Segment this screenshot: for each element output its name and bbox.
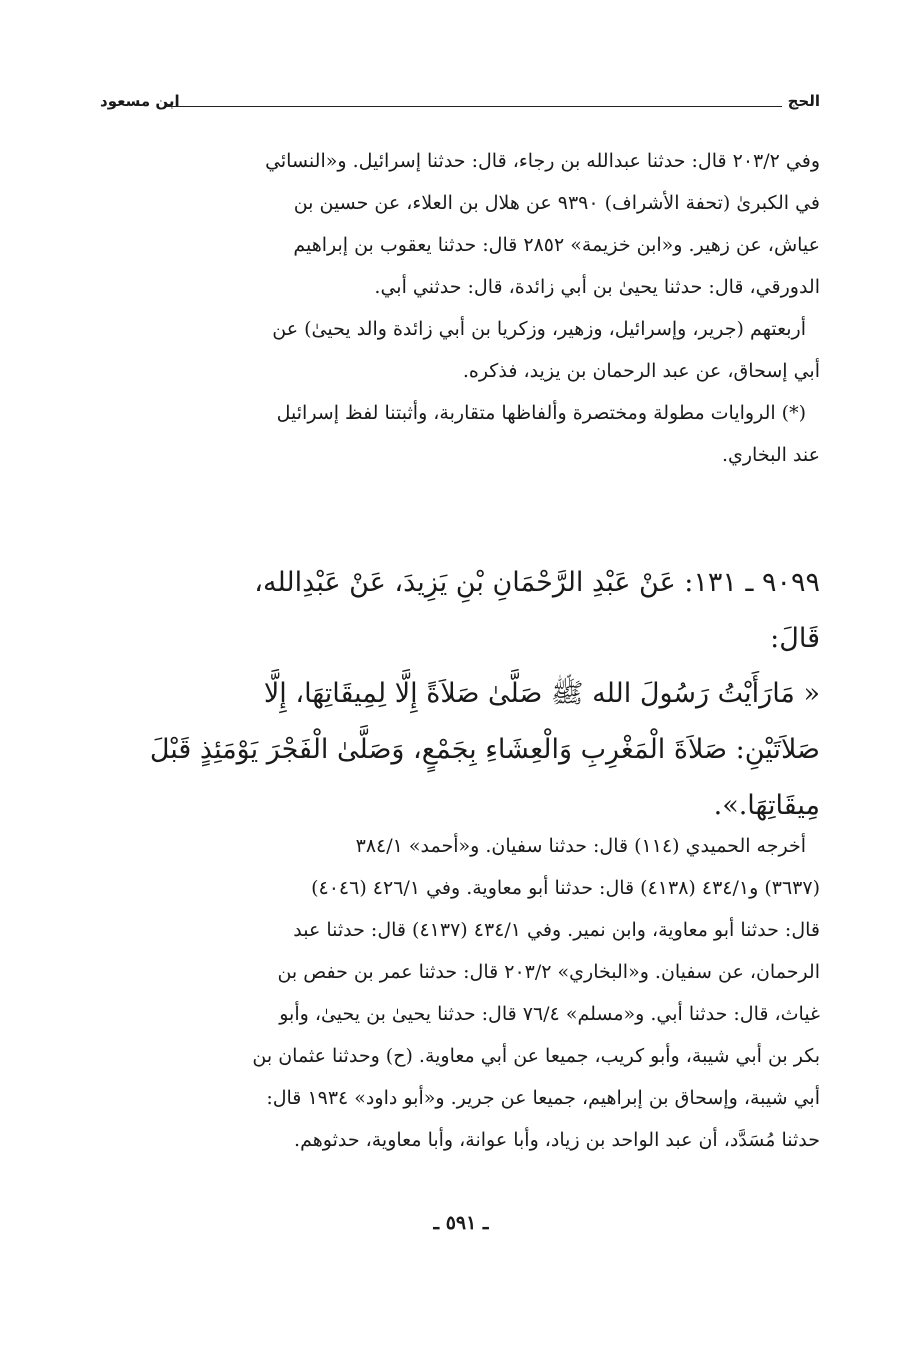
text-line: أبي شيبة، وإسحاق بن إبراهيم، جميعا عن جرير. و«أبو داود» ١٩٣٤ قال: xyxy=(266,1087,820,1109)
text-line: في الكبرىٰ (تحفة الأشراف) ٩٣٩٠ عن هلال بن العلاء، عن حسين بن xyxy=(293,192,820,214)
text-line: وفي ٢٠٣/٢ قال: حدثنا عبدالله بن رجاء، قال: حدثنا إسرائيل. و«النسائي xyxy=(265,150,820,172)
text-line: الدورقي، قال: حدثنا يحيىٰ بن أبي زائدة، قال: حدثني أبي. xyxy=(374,276,820,298)
text-line: أخرجه الحميدي (١١٤) قال: حدثنا سفيان. و«أحمد» ٣٨٤/١ xyxy=(355,835,806,857)
top-footnote-text xyxy=(100,140,820,476)
takhrij-text xyxy=(100,825,820,1161)
hadith-text-line: مِيقَاتِهَا.». xyxy=(713,790,820,821)
hadith-number-line: ٩٠٩٩ ـ ١٣١: عَنْ عَبْدِ الرَّحْمَانِ بْنِ يَزِيدَ، عَنْ عَبْدِالله، xyxy=(254,567,820,598)
text-line: أربعتهم (جرير، وإسرائيل، وزهير، وزكريا بن أبي زائدة والد يحيىٰ) عن xyxy=(272,318,806,340)
section-title: ابن مسعود xyxy=(100,92,180,110)
hadith-narrator-line: قَالَ: xyxy=(770,623,820,654)
text-line: عند البخاري. xyxy=(721,444,820,466)
text-line: قال: حدثنا أبو معاوية، وابن نمير. وفي ٤٣٤/١ (٤١٣٧) قال: حدثنا عبد xyxy=(293,919,820,941)
text-line: عياش، عن زهير. و«ابن خزيمة» ٢٨٥٢ قال: حدثنا يعقوب بن إبراهيم xyxy=(293,234,820,256)
text-line: (*) الروايات مطولة ومختصرة وألفاظها متقاربة، وأثبتنا لفظ إسرائيل xyxy=(276,402,806,424)
hadith-text-line: « مَارَأَيْتُ رَسُولَ الله ﷺ صَلَّىٰ صَلاَةً إِلَّا لِمِيقَاتِهَا، إِلَّا xyxy=(263,678,820,709)
header-rule xyxy=(164,106,782,107)
text-line: غياث، قال: حدثنا أبي. و«مسلم» ٧٦/٤ قال: حدثنا يحيىٰ بن يحيىٰ، وأبو xyxy=(279,1003,820,1025)
text-line: بكر بن أبي شيبة، وأبو كريب، جميعا عن أبي معاوية. (ح) وحدثنا عثمان بن xyxy=(252,1045,820,1067)
hadith-text xyxy=(100,666,820,834)
chapter-title: الحج xyxy=(787,92,820,110)
text-line: الرحمان، عن سفيان. و«البخاري» ٢٠٣/٢ قال: حدثنا عمر بن حفص بن xyxy=(277,961,820,983)
text-line: أبي إسحاق، عن عبد الرحمان بن يزيد، فذكره. xyxy=(462,360,820,382)
running-header xyxy=(100,92,820,116)
hadith-text-line: صَلاَتَيْنِ: صَلاَةَ الْمَغْرِبِ وَالْعِشَاءِ بِجَمْعٍ، وَصَلَّىٰ الْفَجْرَ يَوْمَئِذٍ قَبْلَ xyxy=(149,734,820,765)
text-line: حدثنا مُسَدَّد، أن عبد الواحد بن زياد، وأبا عوانة، وأبا معاوية، حدثوهم. xyxy=(294,1129,820,1151)
hadith-heading xyxy=(100,555,820,667)
page-number: ـ ٥٩١ ـ xyxy=(433,1212,489,1234)
text-line: (٣٦٣٧) و٤٣٤/١ (٤١٣٨) قال: حدثنا أبو معاوية. وفي ٤٢٦/١ (٤٠٤٦) xyxy=(311,877,820,899)
